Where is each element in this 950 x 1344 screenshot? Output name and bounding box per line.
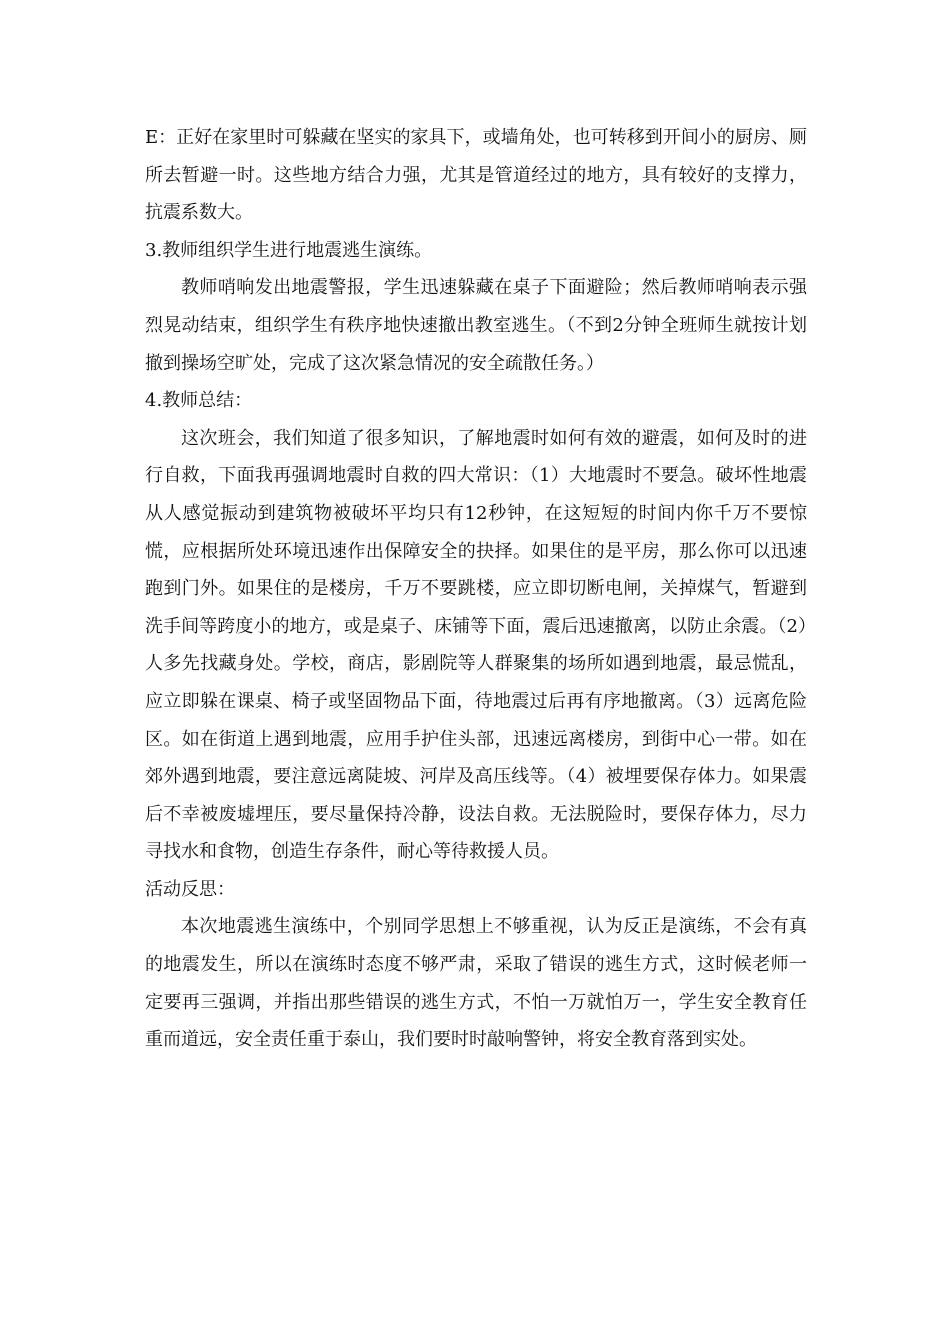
document-body (145, 119, 807, 1059)
paragraph-reflection-body: 本次地震逃生演练中，个别同学思想上不够重视，认为反正是演练，不会有真的地震发生，所以在演练时态度不够严肃，采取了错误的逃生方式，这时候老师一定要再三强调，并指出那些错误的逃生方式，不怕一万就怕万一，学生安全教育任重而道远，安全责任重于泰山，我们要时时敲响警钟，将安全教育落到实处。 (145, 916, 807, 1051)
heading-reflection: 活动反思： (145, 878, 235, 900)
paragraph-step-4-body: 这次班会，我们知道了很多知识，了解地震时如何有效的避震，如何及时的进行自救，下面我再强调地震时自救的四大常识：（1）大地震时不要急。破坏性地震从人感觉振动到建筑物被破坏平均只有12秒钟，在这短短的时间内你千万不要惊慌，应根据所处环境迅速作出保障安全的抉择。如果住的是平房，那么你可以迅速跑到门外。如果住的是楼房，千万不要跳楼，应立即切断电闸，关掉煤气，暂避到洗手间等跨度小的地方，或是桌子、床铺等下面，震后迅速撤离，以防止余震。（2）人多先找藏身处。学校，商店，影剧院等人群聚集的场所如遇到地震，最忌慌乱，应立即躲在课桌、椅子或坚固物品下面，待地震过后再有序地撤离。（3）远离危险区。如在街道上遇到地震，应用手护住头部，迅速远离楼房，到街中心一带。如在郊外遇到地震，要注意远离陡坡、河岸及高压线等。（4）被埋要保存体力。如果震后不幸被废墟埋压，要尽量保持冷静，设法自救。无法脱险时，要保存体力，尽力寻找水和食物，创造生存条件，耐心等待救援人员。 (145, 427, 807, 863)
heading-step-4: 4.教师总结： (145, 390, 253, 412)
paragraph-step-3-body: 教师哨响发出地震警报，学生迅速躲藏在桌子下面避险；然后教师哨响表示强烈晃动结束，组织学生有秩序地快速撤出教室逃生。（不到2分钟全班师生就按计划撤到操场空旷处，完成了这次紧急情况的安全疏散任务。） (145, 277, 807, 374)
heading-step-3: 3.教师组织学生进行地震逃生演练。 (145, 239, 433, 261)
paragraph-item-e: E：正好在家里时可躲藏在坚实的家具下，或墙角处，也可转移到开间小的厨房、厕所去暂避一时。这些地方结合力强，尤其是管道经过的地方，具有较好的支撑力，抗震系数大。 (145, 127, 807, 224)
